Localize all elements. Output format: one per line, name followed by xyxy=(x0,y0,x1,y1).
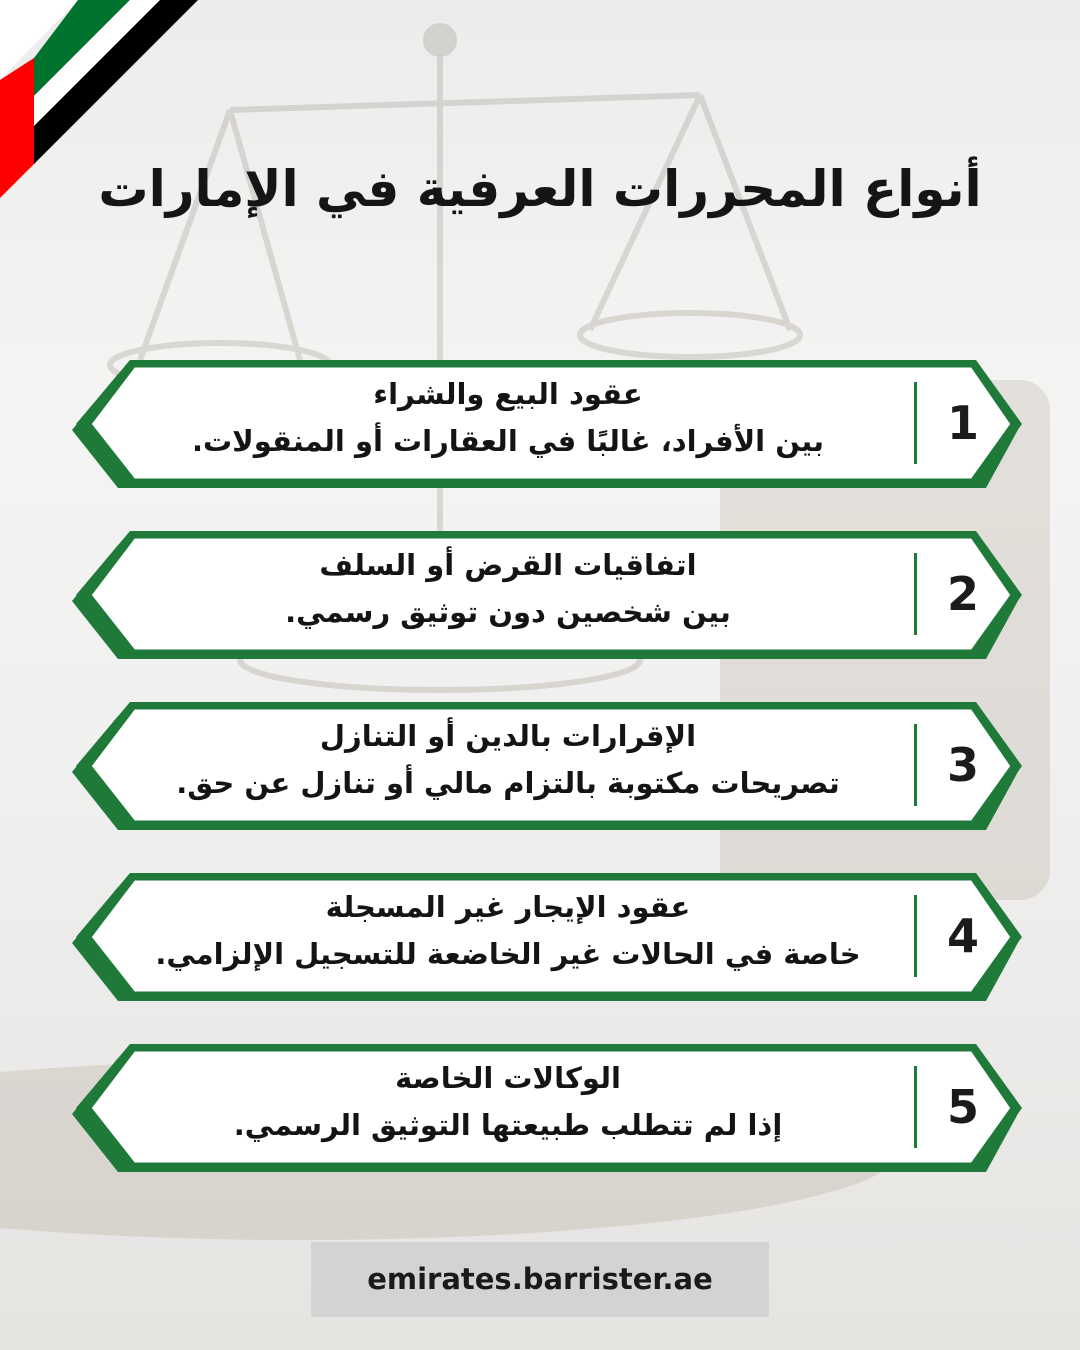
item-heading: الوكالات الخاصة xyxy=(395,1061,621,1095)
item-heading: عقود البيع والشراء xyxy=(373,377,643,411)
item-divider xyxy=(914,1066,917,1148)
item-divider xyxy=(914,382,917,464)
list-item-2 xyxy=(68,529,1026,663)
page-title: أنواع المحررات العرفية في الإمارات xyxy=(98,160,982,218)
list-item-4 xyxy=(68,871,1026,1005)
item-description: بين الأفراد، غالبًا في العقارات أو المنقولات. xyxy=(191,424,825,458)
list-item-3 xyxy=(68,700,1026,834)
item-description: إذا لم تتطلب طبيعتها التوثيق الرسمي. xyxy=(233,1108,783,1142)
item-heading: عقود الإيجار غير المسجلة xyxy=(325,890,691,924)
item-divider xyxy=(914,895,917,977)
item-number: 1 xyxy=(946,396,979,450)
item-number: 3 xyxy=(946,738,979,792)
item-divider xyxy=(914,724,917,806)
item-heading: اتفاقيات القرض أو السلف xyxy=(319,548,697,582)
item-divider xyxy=(914,553,917,635)
list-item-1 xyxy=(68,358,1026,492)
item-description: بين شخصين دون توثيق رسمي. xyxy=(285,595,731,629)
item-description: تصريحات مكتوبة بالتزام مالي أو تنازل عن حق. xyxy=(176,766,840,800)
website-link[interactable]: emirates.barrister.ae xyxy=(311,1242,769,1317)
item-description: خاصة في الحالات غير الخاضعة للتسجيل الإلزامي. xyxy=(155,937,861,971)
list-item-5 xyxy=(68,1042,1026,1176)
item-number: 4 xyxy=(946,909,979,963)
item-number: 5 xyxy=(946,1080,979,1134)
item-heading: الإقرارات بالدين أو التنازل xyxy=(319,719,697,753)
item-number: 2 xyxy=(946,567,979,621)
